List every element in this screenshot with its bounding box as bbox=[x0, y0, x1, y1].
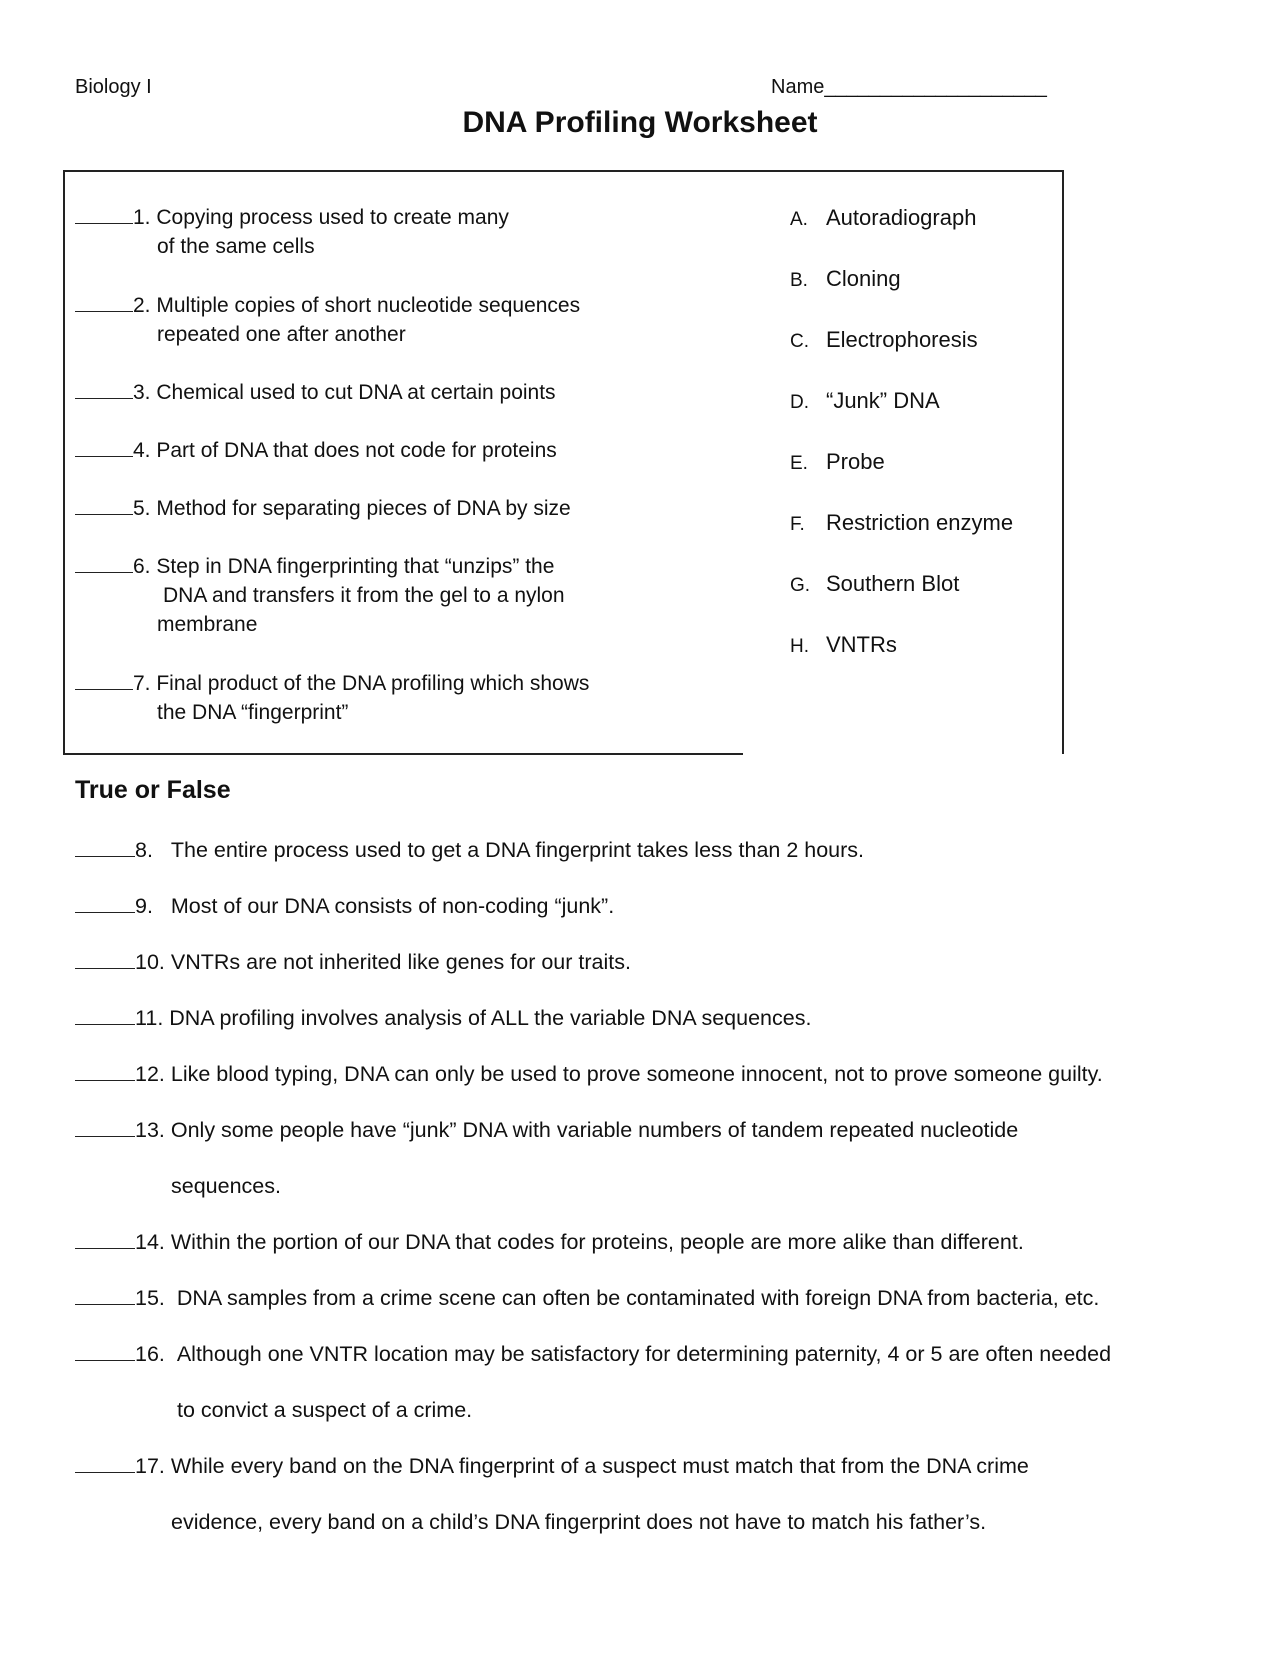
matching-question-6 bbox=[75, 552, 565, 639]
question-number: 6. bbox=[133, 555, 151, 578]
question-number: 4. bbox=[133, 439, 151, 462]
option-f bbox=[790, 510, 1013, 536]
item-number: 15. bbox=[135, 1286, 165, 1310]
answer-blank[interactable] bbox=[75, 1342, 135, 1361]
question-text-cont: membrane bbox=[157, 613, 258, 636]
option-letter: D. bbox=[790, 392, 809, 413]
item-text: Although one VNTR location may be satisfactory for determining paternity, 4 or 5 are often needed bbox=[176, 1342, 1112, 1366]
option-letter: F. bbox=[790, 514, 805, 535]
course-label: Biology I bbox=[75, 76, 152, 98]
page-title: DNA Profiling Worksheet bbox=[462, 106, 818, 139]
tf-item-16-cont: to convict a suspect of a crime. bbox=[177, 1398, 473, 1422]
answer-blank[interactable] bbox=[75, 1286, 135, 1305]
answer-blank[interactable] bbox=[75, 1062, 135, 1081]
option-text: VNTRs bbox=[826, 632, 897, 657]
question-text-cont: of the same cells bbox=[157, 235, 315, 258]
matching-box-top-border bbox=[63, 170, 1062, 172]
option-letter: G. bbox=[790, 575, 811, 596]
tf-item-17 bbox=[75, 1454, 1029, 1479]
option-b bbox=[790, 266, 901, 292]
question-number: 5. bbox=[133, 497, 151, 520]
question-text: Multiple copies of short nucleotide sequences bbox=[156, 294, 581, 317]
option-e bbox=[790, 449, 885, 475]
matching-box-right-border bbox=[1062, 170, 1064, 754]
question-number: 3. bbox=[133, 381, 151, 404]
item-text: Only some people have “junk” DNA with variable numbers of tandem repeated nucleotide bbox=[170, 1118, 1019, 1142]
item-text: Most of our DNA consists of non-coding “junk”. bbox=[170, 894, 615, 918]
item-number: 10. bbox=[135, 950, 165, 974]
item-number: 17. bbox=[135, 1454, 165, 1478]
question-number: 7. bbox=[133, 672, 151, 695]
option-text: Autoradiograph bbox=[826, 205, 977, 230]
question-text-cont: repeated one after another bbox=[157, 323, 406, 346]
item-text: Like blood typing, DNA can only be used to prove someone innocent, not to prove someone guilty. bbox=[170, 1062, 1103, 1086]
tf-item-16 bbox=[75, 1342, 1111, 1367]
question-number: 2. bbox=[133, 294, 151, 317]
question-number: 1. bbox=[133, 206, 151, 229]
tf-item-12 bbox=[75, 1062, 1103, 1087]
option-a bbox=[790, 205, 976, 231]
option-text: Southern Blot bbox=[826, 571, 960, 596]
tf-item-13-cont: sequences. bbox=[171, 1174, 281, 1198]
option-text: Restriction enzyme bbox=[826, 510, 1014, 535]
tf-item-13 bbox=[75, 1118, 1018, 1143]
item-number: 16. bbox=[135, 1342, 165, 1366]
answer-blank[interactable] bbox=[75, 380, 133, 399]
option-letter: E. bbox=[790, 453, 808, 474]
answer-blank[interactable] bbox=[75, 1454, 135, 1473]
question-text: Part of DNA that does not code for proteins bbox=[156, 439, 557, 462]
option-text: “Junk” DNA bbox=[826, 388, 940, 413]
answer-blank[interactable] bbox=[75, 838, 135, 857]
matching-question-7 bbox=[75, 669, 589, 727]
option-letter: C. bbox=[790, 331, 809, 352]
option-g bbox=[790, 571, 959, 597]
question-text: Step in DNA fingerprinting that “unzips” the bbox=[156, 555, 555, 578]
question-text-cont: DNA and transfers it from the gel to a nylon bbox=[163, 584, 565, 607]
question-text: Final product of the DNA profiling which shows bbox=[156, 672, 590, 695]
item-number: 13. bbox=[135, 1118, 165, 1142]
item-text: DNA profiling involves analysis of ALL the variable DNA sequences. bbox=[169, 1006, 812, 1030]
answer-blank[interactable] bbox=[75, 1118, 135, 1137]
option-text: Probe bbox=[826, 449, 885, 474]
item-number: 8. bbox=[135, 838, 153, 862]
answer-blank[interactable] bbox=[75, 1230, 135, 1249]
answer-blank[interactable] bbox=[75, 894, 135, 913]
matching-question-2 bbox=[75, 291, 580, 349]
item-text: The entire process used to get a DNA fingerprint takes less than 2 hours. bbox=[170, 838, 865, 862]
question-text: Chemical used to cut DNA at certain points bbox=[156, 381, 556, 404]
name-field-label[interactable]: Name____________________ bbox=[771, 76, 1047, 98]
tf-item-9 bbox=[75, 894, 614, 919]
tf-item-8 bbox=[75, 838, 864, 863]
tf-item-11 bbox=[75, 1006, 811, 1031]
item-text: VNTRs are not inherited like genes for our traits. bbox=[170, 950, 631, 974]
matching-question-1 bbox=[75, 203, 509, 261]
tf-item-15 bbox=[75, 1286, 1099, 1311]
matching-question-4 bbox=[75, 436, 557, 465]
item-text: Within the portion of our DNA that codes for proteins, people are more alike than different. bbox=[170, 1230, 1024, 1254]
item-number: 11. bbox=[135, 1006, 164, 1030]
answer-blank[interactable] bbox=[75, 496, 133, 515]
item-number: 9. bbox=[135, 894, 153, 918]
answer-blank[interactable] bbox=[75, 293, 133, 312]
option-letter: A. bbox=[790, 209, 808, 230]
option-letter: H. bbox=[790, 636, 809, 657]
tf-item-14 bbox=[75, 1230, 1024, 1255]
matching-question-5 bbox=[75, 494, 571, 523]
option-text: Electrophoresis bbox=[826, 327, 978, 352]
true-false-heading: True or False bbox=[75, 776, 231, 804]
answer-blank[interactable] bbox=[75, 554, 133, 573]
answer-blank[interactable] bbox=[75, 438, 133, 457]
answer-blank[interactable] bbox=[75, 205, 133, 224]
question-text: Method for separating pieces of DNA by size bbox=[156, 497, 571, 520]
item-number: 12. bbox=[135, 1062, 165, 1086]
tf-item-17-cont: evidence, every band on a child’s DNA fingerprint does not have to match his father’s. bbox=[171, 1510, 987, 1534]
item-number: 14. bbox=[135, 1230, 165, 1254]
question-text: Copying process used to create many bbox=[156, 206, 509, 229]
option-h bbox=[790, 632, 897, 658]
answer-blank[interactable] bbox=[75, 950, 135, 969]
question-text-cont: the DNA “fingerprint” bbox=[157, 701, 349, 724]
matching-question-3 bbox=[75, 378, 556, 407]
item-text: DNA samples from a crime scene can often be contaminated with foreign DNA from bacteria, etc. bbox=[176, 1286, 1100, 1310]
answer-blank[interactable] bbox=[75, 1006, 135, 1025]
answer-blank[interactable] bbox=[75, 671, 133, 690]
option-letter: B. bbox=[790, 270, 808, 291]
matching-box-left-border bbox=[63, 170, 65, 754]
option-c bbox=[790, 327, 978, 353]
matching-box-bottom-border bbox=[63, 753, 743, 755]
tf-item-10 bbox=[75, 950, 631, 975]
option-text: Cloning bbox=[826, 266, 901, 291]
option-d bbox=[790, 388, 940, 414]
item-text: While every band on the DNA fingerprint of a suspect must match that from the DNA crime bbox=[170, 1454, 1029, 1478]
